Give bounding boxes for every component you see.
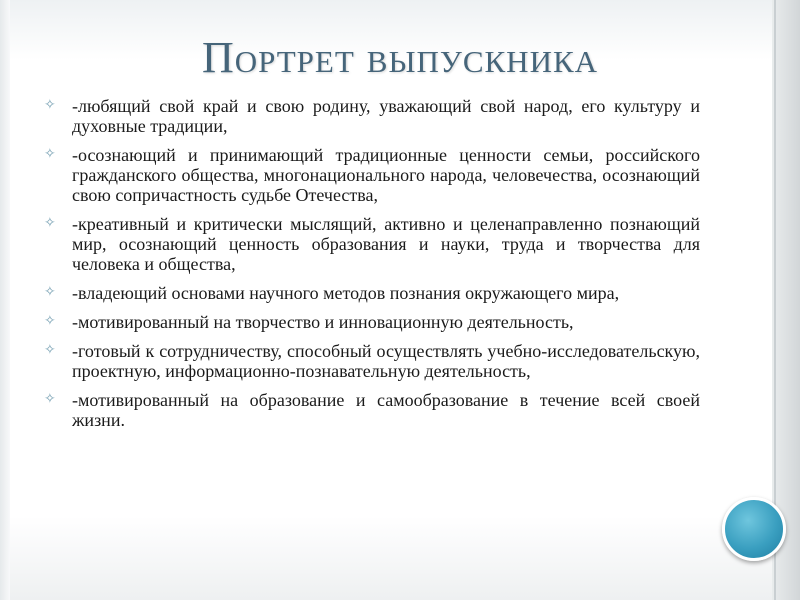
list-item	[44, 341, 700, 381]
bullet-icon: ✧	[44, 285, 56, 300]
bullet-icon: ✧	[44, 216, 56, 231]
list-item	[44, 312, 700, 332]
list-item-text: -мотивированный на образование и самообразование в течение всей своей жизни.	[72, 390, 700, 430]
list-item-text: -мотивированный на творчество и инновационную деятельность,	[72, 312, 574, 332]
list-item-text: -владеющий основами научного методов познания окружающего мира,	[72, 283, 620, 303]
bullet-icon: ✧	[44, 314, 56, 329]
list-item	[44, 390, 700, 430]
decorative-circle-icon	[722, 497, 786, 561]
bullet-list	[44, 96, 700, 439]
bullet-icon: ✧	[44, 98, 56, 113]
left-decor-band	[0, 0, 10, 600]
list-item	[44, 214, 700, 274]
bullet-icon: ✧	[44, 392, 56, 407]
list-item-text: -готовый к сотрудничеству, способный осуществлять учебно-исследовательскую, проектную, информационно-познавательную деятельность,	[72, 341, 700, 381]
list-item-text: -любящий свой край и свою родину, уважающий свой народ, его культуру и духовные традиции,	[72, 96, 700, 136]
slide-title: Портрет выпускника	[201, 33, 599, 82]
list-item	[44, 145, 700, 205]
list-item-text: -осознающий и принимающий традиционные ценности семьи, российского гражданского общества, многонационального народа, человечества, осознающий свою сопричастность судьбе Отечества,	[72, 145, 700, 205]
bullet-icon: ✧	[44, 147, 56, 162]
list-item	[44, 283, 700, 303]
bullet-icon: ✧	[44, 343, 56, 358]
list-item-text: -креативный и критически мыслящий, активно и целенаправленно познающий мир, осознающий ценность образования и науки, труда и творчества для человека и общества,	[72, 214, 700, 274]
list-item	[44, 96, 700, 136]
